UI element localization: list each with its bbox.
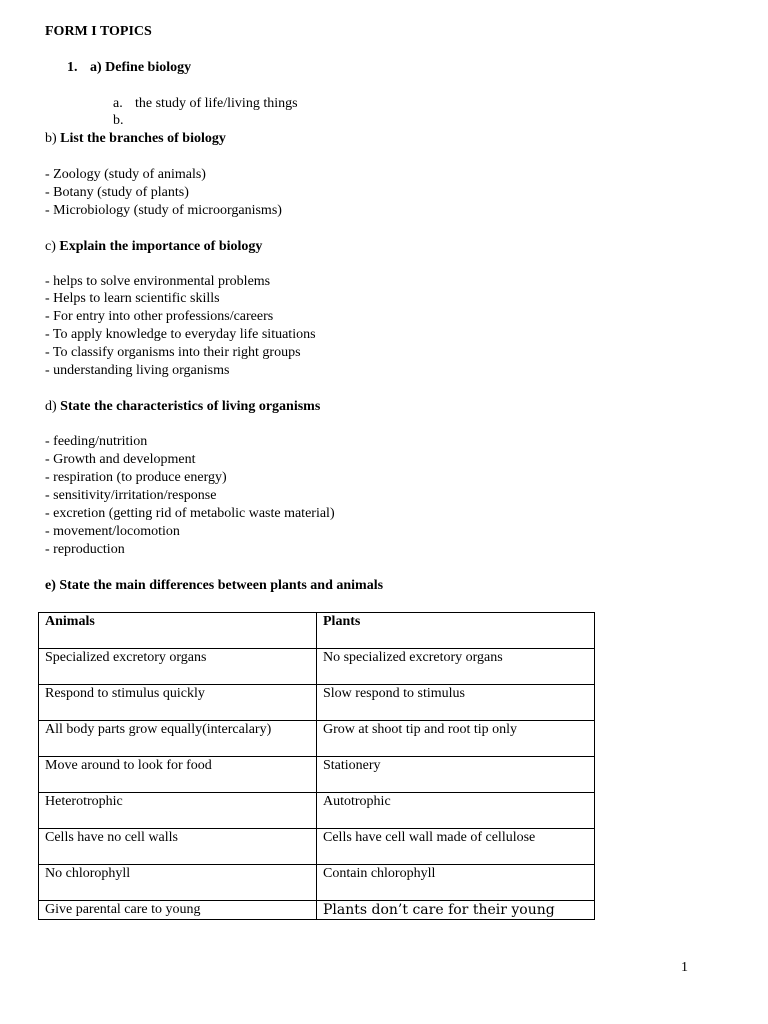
list-item: - To apply knowledge to everyday life situations: [45, 327, 316, 342]
question-number: 1.: [67, 60, 78, 75]
section-b-heading: [45, 130, 226, 148]
section-b-title: List the branches of biology: [60, 131, 226, 146]
sublist-text: the study of life/living things: [135, 96, 298, 111]
table-header-plants: Plants: [317, 613, 595, 649]
page-number: 1: [681, 960, 688, 975]
table-cell-animals: Give parental care to young: [39, 901, 317, 920]
list-item: - movement/locomotion: [45, 524, 180, 539]
table-row: [39, 901, 595, 920]
table-cell-plants: Plants don’t care for their young: [317, 901, 595, 920]
table-cell-plants: Autotrophic: [317, 793, 595, 829]
section-d-title: State the characteristics of living organisms: [60, 399, 321, 414]
section-e-title: e) State the main differences between plants and animals: [45, 578, 384, 593]
sublist-marker: a.: [113, 96, 123, 111]
table-row: [39, 865, 595, 901]
table-row: [39, 793, 595, 829]
table-row: [39, 649, 595, 685]
list-item: - helps to solve environmental problems: [45, 274, 271, 289]
list-item: - For entry into other professions/careers: [45, 309, 274, 324]
list-item: - Growth and development: [45, 452, 196, 467]
table-cell-animals: No chlorophyll: [39, 865, 317, 901]
table-cell-plants: No specialized excretory organs: [317, 649, 595, 685]
table-cell-animals: Heterotrophic: [39, 793, 317, 829]
list-item: - feeding/nutrition: [45, 434, 148, 449]
section-c-title: Explain the importance of biology: [59, 239, 263, 254]
table-cell-animals: Move around to look for food: [39, 757, 317, 793]
list-item: - Microbiology (study of microorganisms): [45, 203, 282, 218]
table-row: [39, 829, 595, 865]
table-cell-plants: Cells have cell wall made of cellulose: [317, 829, 595, 865]
sublist-marker: b.: [113, 113, 124, 128]
section-c-heading: [45, 238, 262, 256]
section-d-heading: [45, 398, 320, 416]
table-row: [39, 685, 595, 721]
table-row: [39, 721, 595, 757]
table-row: [39, 757, 595, 793]
table-header-row: [39, 613, 595, 649]
table-cell-plants: Contain chlorophyll: [317, 865, 595, 901]
list-item: - To classify organisms into their right groups: [45, 345, 301, 360]
table-cell-plants: Stationery: [317, 757, 595, 793]
table-cell-animals: Respond to stimulus quickly: [39, 685, 317, 721]
table-cell-plants: Grow at shoot tip and root tip only: [317, 721, 595, 757]
page-heading: FORM I TOPICS: [45, 24, 152, 39]
list-item: - Helps to learn scientific skills: [45, 291, 220, 306]
table-cell-plants: Slow respond to stimulus: [317, 685, 595, 721]
list-item: - sensitivity/irritation/response: [45, 488, 217, 503]
table-cell-animals: Cells have no cell walls: [39, 829, 317, 865]
table-cell-animals: Specialized excretory organs: [39, 649, 317, 685]
table-header-animals: Animals: [39, 613, 317, 649]
list-item: - reproduction: [45, 542, 125, 557]
section-prefix: d): [45, 399, 61, 414]
list-item: - understanding living organisms: [45, 363, 230, 378]
section-prefix: b): [45, 131, 61, 146]
list-item: - Botany (study of plants): [45, 185, 189, 200]
list-item: - Zoology (study of animals): [45, 167, 206, 182]
table-cell-animals: All body parts grow equally(intercalary): [39, 721, 317, 757]
section-prefix: c): [45, 239, 60, 254]
differences-table: [38, 612, 595, 920]
section-a-title: a) Define biology: [90, 60, 192, 75]
list-item: - respiration (to produce energy): [45, 470, 227, 485]
list-item: - excretion (getting rid of metabolic waste material): [45, 506, 335, 521]
